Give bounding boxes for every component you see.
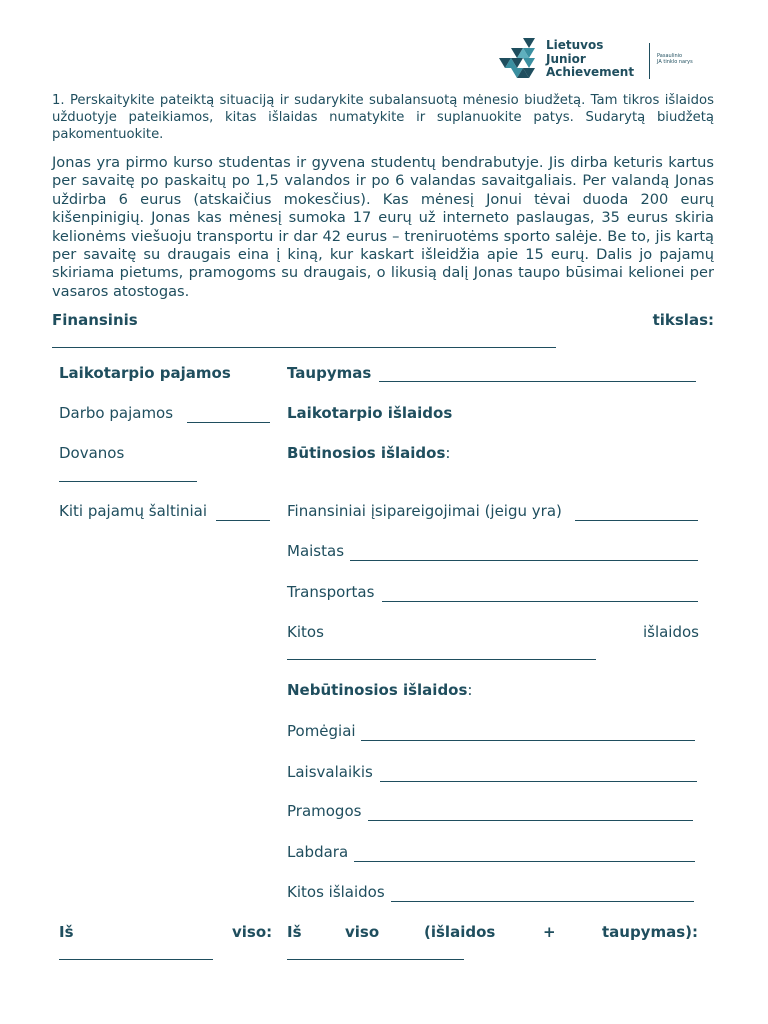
charity-line[interactable] [354,861,695,862]
expenses-total-line[interactable] [287,959,464,960]
charity-label: Labdara [287,843,349,861]
financial-obligations-line[interactable] [575,520,698,521]
gifts-line[interactable] [59,481,197,482]
income-total-word1: Iš [59,923,74,941]
task-text: Perskaitykite pateiktą situaciją ir sudarykite subalansuotą mėnesio biudžetą. Tam tikros išlaidos užduotyje pateikiamos, kitas išlaidas numatykite ir suplanuokite patys. Sudarytą biudžetą pakomentuokite. [52,93,714,142]
other-income-label: Kiti pajamų šaltiniai [59,502,208,520]
food-label: Maistas [287,542,345,560]
entertainment-label: Pramogos [287,802,362,820]
ja-logo-icon [498,38,538,84]
income-total-word2: viso: [232,923,273,941]
goal-label-word1: Finansinis [52,311,138,329]
unnecessary-colon: : [467,681,473,699]
ja-logo [498,38,713,84]
transport-line[interactable] [382,601,698,602]
income-total-line[interactable] [59,959,213,960]
expenses-total-w4: + [543,923,556,941]
logo-tagline: Pasaulinio JA tinklo narys [657,53,693,65]
hobbies-line[interactable] [361,740,695,741]
expenses-total-w3: (išlaidos [424,923,496,941]
other-expenses-line[interactable] [391,901,694,902]
leisure-line[interactable] [380,781,697,782]
gifts-label: Dovanos [59,444,125,462]
goal-label-word2: tikslas: [652,311,714,329]
expenses-total-w5: taupymas): [601,923,698,941]
situation-text: Jonas yra pirmo kurso studentas ir gyvena studentų bendrabutyje. Jis dirba keturis kartus per savaitę po paskaitų po 1,5 valandos ir po 6 valandas savaitgaliais. Per valandą Jonas uždirba 6 eurus (atskaičius mokesčius). Kas mėnesį Jonui tėvai duoda 200 eurų kišenpinigių. Jonas kas mėnesį sumoka 17 eurų už interneto paslaugas, 35 eurus skiria kelionėms viešuoju transportu ir dar 42 eurus – treniruotėms sporto salėje. Be to, jis kartą per savaitę su draugais eina į kiną, kur kaskart išleidžia apie 15 eurų. Dalis jo pajamų skiriama pietums, pramogoms su draugais, o likusią dalį Jonas taupo būsimai kelionei per vasaros atostogas. [52,154,714,300]
financial-obligations-label: Finansiniai įsipareigojimai (jeigu yra) [287,502,562,520]
necessary-colon: : [445,444,451,462]
savings-line[interactable] [379,381,696,382]
necessary-expenses-heading: Būtinosios išlaidos [287,444,446,462]
logo-name: Lietuvos Junior Achievement [546,38,635,79]
goal-answer-line[interactable] [52,347,556,348]
income-heading: Laikotarpio pajamos [59,364,231,382]
work-income-line[interactable] [187,422,270,423]
task-instructions [52,93,714,143]
logo-divider [649,43,650,79]
expenses-total-w2: viso [345,923,380,941]
savings-label: Taupymas [287,364,372,382]
work-income-label: Darbo pajamos [59,404,174,422]
food-line[interactable] [350,560,698,561]
transport-label: Transportas [287,583,375,601]
other-expenses-label: Kitos išlaidos [287,883,385,901]
other-income-line[interactable] [216,520,270,521]
expenses-heading: Laikotarpio išlaidos [287,404,453,422]
task-number: 1. [52,93,65,108]
leisure-label: Laisvalaikis [287,763,373,781]
expenses-total-w1: Iš [287,923,302,941]
other-necessary-word2: išlaidos [642,623,699,641]
entertainment-line[interactable] [368,820,693,821]
unnecessary-expenses-heading: Nebūtinosios išlaidos [287,681,468,699]
other-necessary-word1: Kitos [287,623,324,641]
other-necessary-line[interactable] [287,659,596,660]
hobbies-label: Pomėgiai [287,722,356,740]
